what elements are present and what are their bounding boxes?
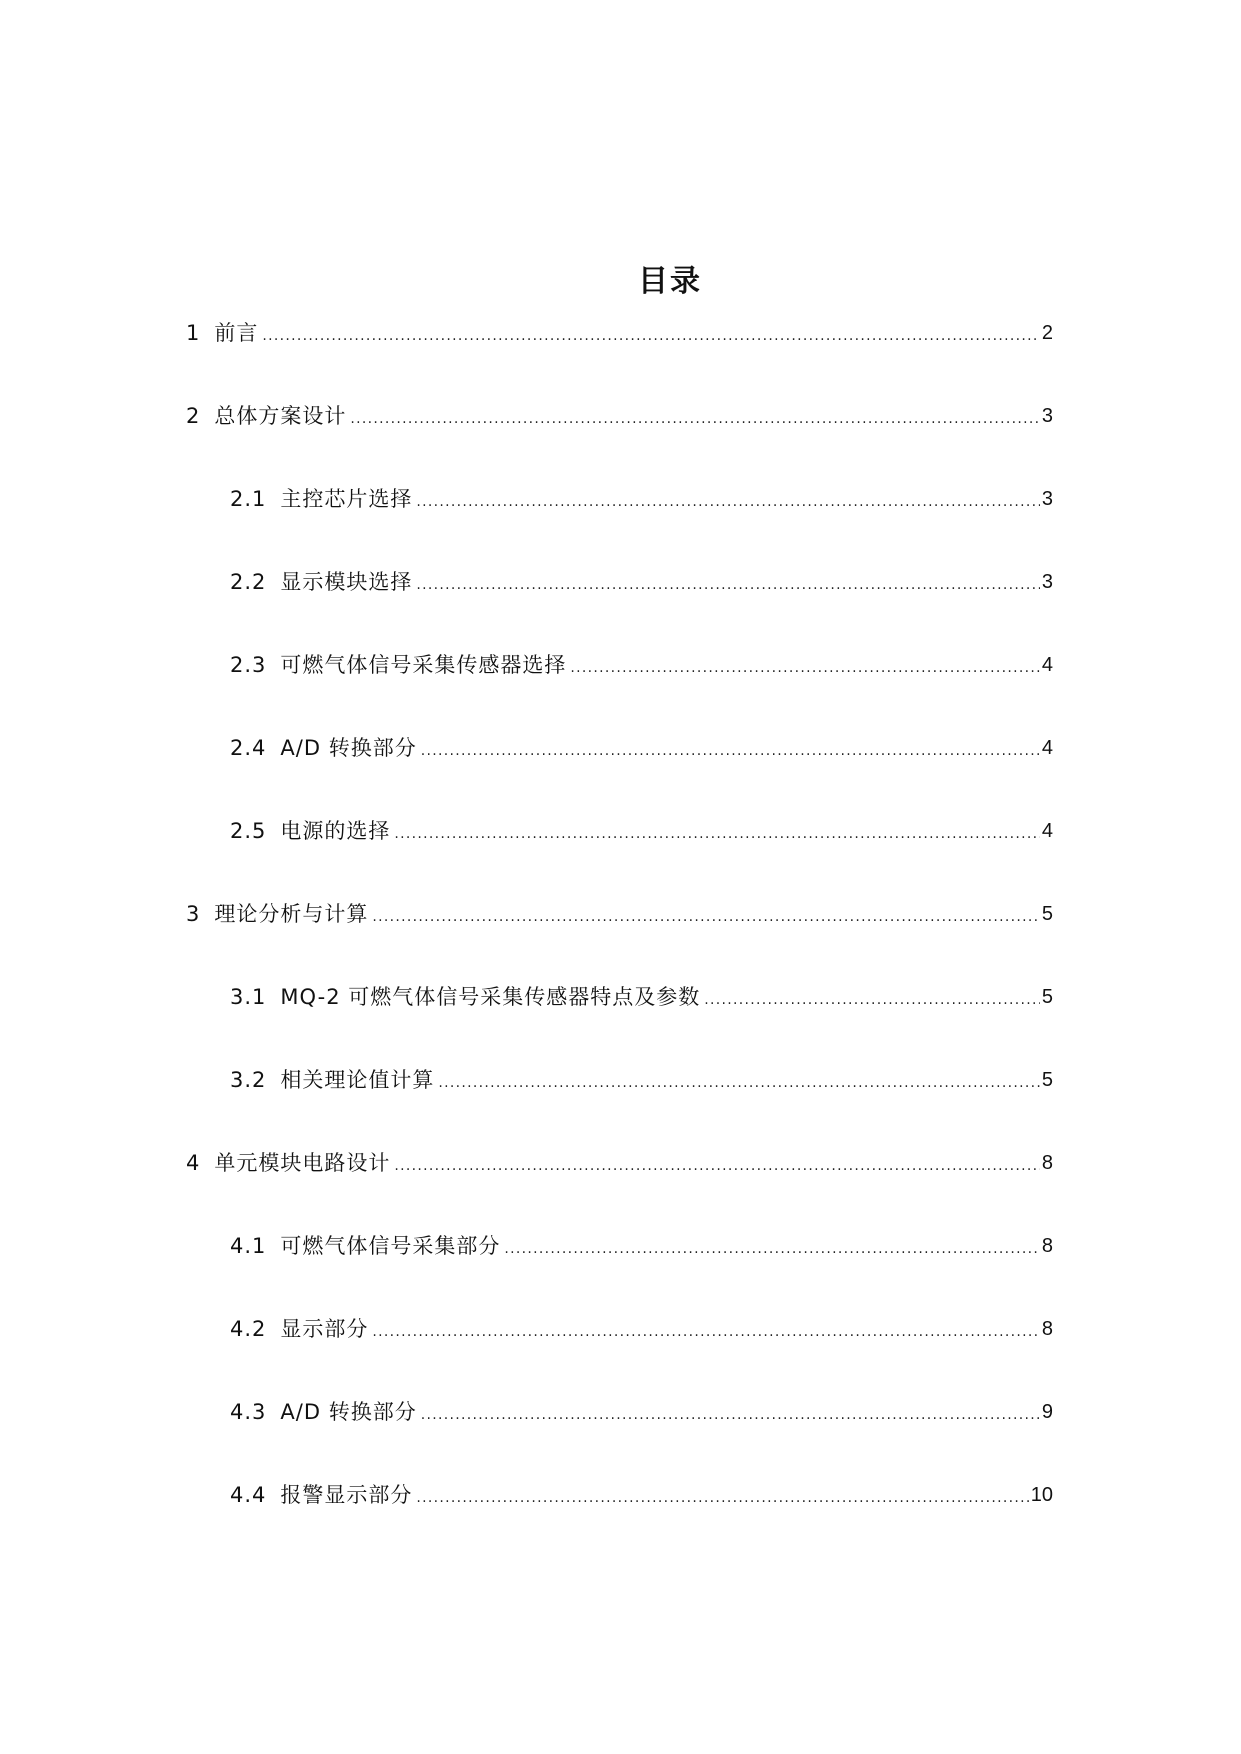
- toc-entry-4-1[interactable]: [230, 1231, 1053, 1261]
- toc-dot-leader: [570, 650, 1039, 680]
- toc-entry-label: 主控芯片选择: [280, 487, 413, 511]
- toc-entry-number: 3: [186, 902, 201, 926]
- toc-entry-page: 8: [1041, 1318, 1053, 1340]
- toc-entry-page: 3: [1041, 571, 1053, 593]
- toc-entry-label: MQ-2 可燃气体信号采集传感器特点及参数: [280, 985, 701, 1009]
- toc-entry-page: 8: [1041, 1152, 1053, 1174]
- toc-entry-number: 2.1: [230, 487, 267, 511]
- toc-entry-page: 5: [1041, 986, 1053, 1008]
- toc-entry-page: 4: [1041, 737, 1053, 759]
- toc-dot-leader: [394, 816, 1039, 846]
- toc-entry-number: 2: [186, 404, 201, 428]
- toc-entry-3[interactable]: [186, 899, 1053, 929]
- page-title: 目录: [638, 264, 702, 299]
- toc-dot-leader: [416, 567, 1039, 597]
- toc-entry-number: 1: [186, 321, 201, 345]
- toc-entry-page: 3: [1041, 405, 1053, 427]
- toc-entry-page: 2: [1041, 322, 1053, 344]
- toc-dot-leader: [372, 899, 1040, 929]
- toc-entry-page: 5: [1041, 1069, 1053, 1091]
- toc-entry-number: 4.1: [230, 1234, 267, 1258]
- toc-entry-label: 相关理论值计算: [280, 1068, 435, 1092]
- toc-entry-label: 报警显示部分: [280, 1483, 413, 1507]
- toc-entry-page: 3: [1041, 488, 1053, 510]
- toc-entry-3-2[interactable]: [230, 1065, 1053, 1095]
- toc-entry-number: 4: [186, 1151, 201, 1175]
- toc-dot-leader: [262, 318, 1040, 348]
- toc-entry-number: 4.2: [230, 1317, 267, 1341]
- toc-dot-leader: [350, 401, 1040, 431]
- toc-entry-3-1[interactable]: [230, 982, 1053, 1012]
- toc-entry-label: 可燃气体信号采集传感器选择: [280, 653, 567, 677]
- toc-entry-label: 电源的选择: [280, 819, 391, 843]
- toc-entry-2-4[interactable]: [230, 733, 1053, 763]
- toc-entry-2-3[interactable]: [230, 650, 1053, 680]
- toc-entry-label: 可燃气体信号采集部分: [280, 1234, 501, 1258]
- toc-dot-leader: [416, 1480, 1028, 1510]
- toc-entry-number: 4.4: [230, 1483, 267, 1507]
- toc-dot-leader: [704, 982, 1040, 1012]
- toc-entry-label: A/D 转换部分: [280, 736, 417, 760]
- toc-entry-2[interactable]: [186, 401, 1053, 431]
- toc-entry-number: 3.2: [230, 1068, 267, 1092]
- toc-entry-number: 2.3: [230, 653, 267, 677]
- toc-entry-4-3[interactable]: [230, 1397, 1053, 1427]
- toc-entry-page: 10: [1030, 1484, 1053, 1506]
- toc-dot-leader: [421, 1397, 1040, 1427]
- toc-entry-2-2[interactable]: [230, 567, 1053, 597]
- toc-dot-leader: [372, 1314, 1039, 1344]
- toc-entry-label: 前言: [214, 321, 259, 345]
- toc-entry-label: 显示部分: [280, 1317, 369, 1341]
- toc-entry-2-5[interactable]: [230, 816, 1053, 846]
- toc-entry-4[interactable]: [186, 1148, 1053, 1178]
- toc-entry-label: 单元模块电路设计: [214, 1151, 391, 1175]
- toc-entry-page: 4: [1041, 820, 1053, 842]
- toc-entry-page: 8: [1041, 1235, 1053, 1257]
- toc-entry-label: 理论分析与计算: [214, 902, 369, 926]
- toc-entry-number: 2.4: [230, 736, 267, 760]
- toc-entry-number: 3.1: [230, 985, 267, 1009]
- toc-dot-leader: [438, 1065, 1039, 1095]
- toc-entry-label: 显示模块选择: [280, 570, 413, 594]
- toc-dot-leader: [504, 1231, 1039, 1261]
- toc-dot-leader: [416, 484, 1039, 514]
- toc-entry-4-2[interactable]: [230, 1314, 1053, 1344]
- toc-dot-leader: [394, 1148, 1040, 1178]
- toc-entry-page: 9: [1041, 1401, 1053, 1423]
- toc-entry-number: 2.2: [230, 570, 267, 594]
- toc-entry-2-1[interactable]: [230, 484, 1053, 514]
- toc-entry-1[interactable]: [186, 318, 1053, 348]
- toc-entry-4-4[interactable]: [230, 1480, 1053, 1510]
- toc-entry-page: 4: [1041, 654, 1053, 676]
- toc-entry-number: 2.5: [230, 819, 267, 843]
- toc-entry-label: 总体方案设计: [214, 404, 347, 428]
- toc-entry-page: 5: [1041, 903, 1053, 925]
- toc-entry-label: A/D 转换部分: [280, 1400, 417, 1424]
- toc-dot-leader: [421, 733, 1040, 763]
- toc-entry-number: 4.3: [230, 1400, 267, 1424]
